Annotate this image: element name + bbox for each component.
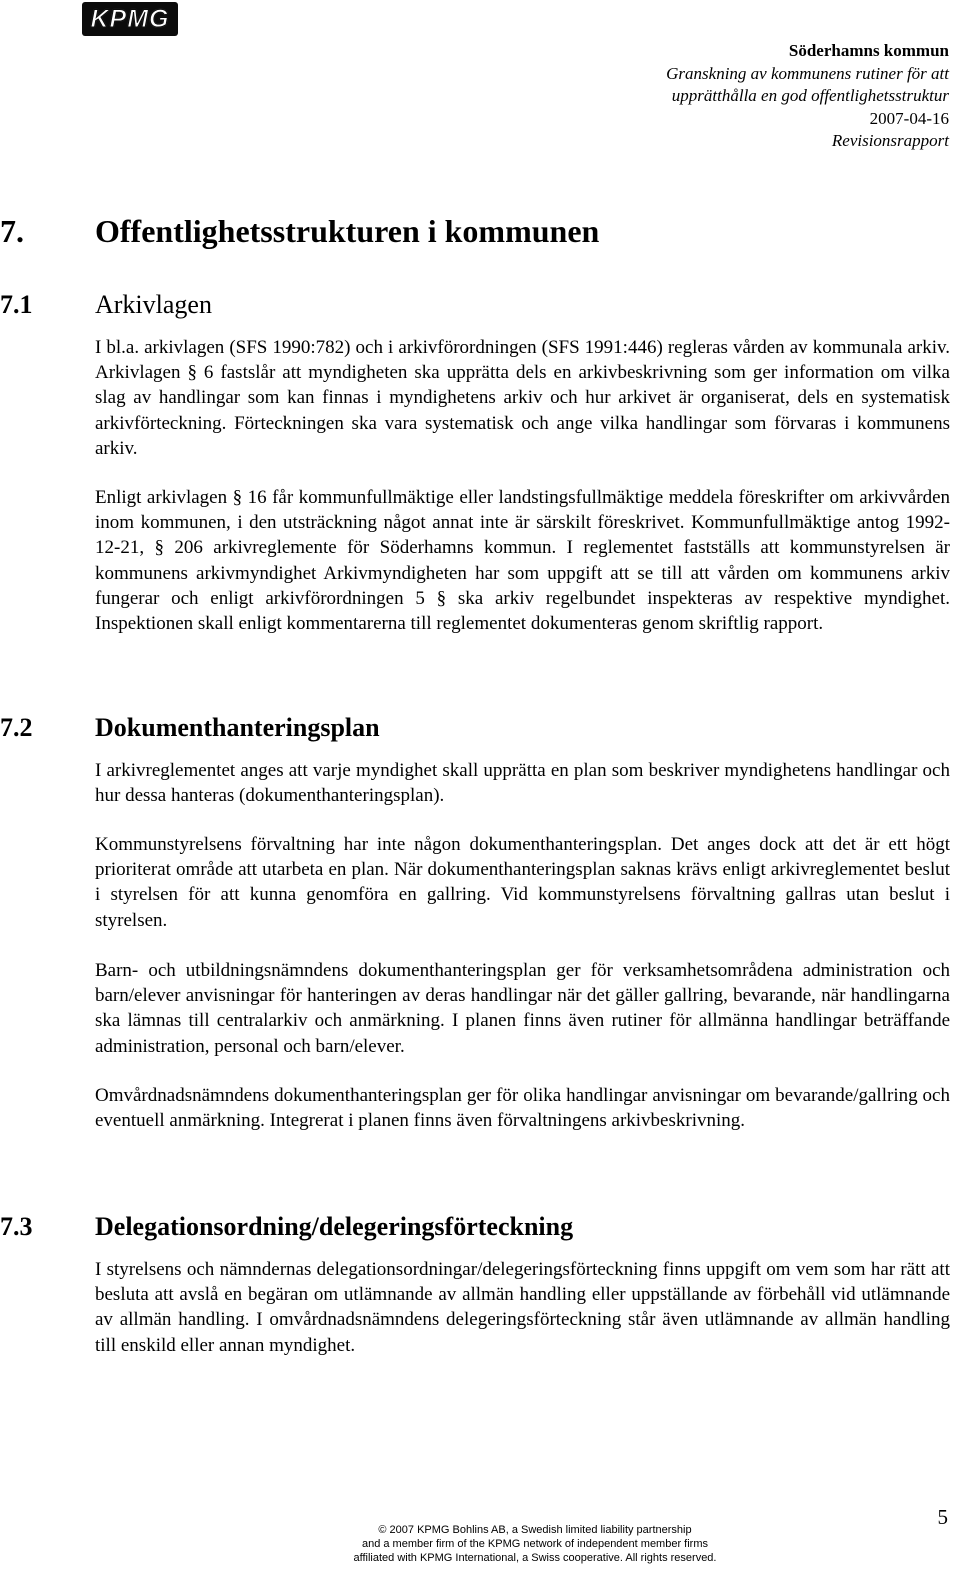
section-7-number: 7. (0, 213, 24, 249)
page-number: 5 (937, 1505, 948, 1529)
section-7-3-title: Delegationsordning/delegeringsförteckning (95, 1212, 574, 1241)
logo-text: KPMG (90, 4, 170, 33)
copyright-footer (300, 1523, 770, 1565)
header-doctype: Revisionsrapport (831, 131, 949, 150)
footer-line-3: affiliated with KPMG International, a Swiss cooperative. All rights reserved. (353, 1552, 717, 1564)
s72-paragraph-1: I arkivreglementet anges att varje myndighet skall upprätta en plan som beskriver myndighetens handlingar och hur dessa hanteras (dokumenthanteringsplan). (95, 760, 950, 807)
s73-paragraph-1: I styrelsens och nämndernas delegationsordningar/delegeringsförteckning finns uppgift om vem som har rätt att besluta att avslå en begäran om utlämnande av allmän handling eller uppställande av förbehåll vid utlämnande av allmän handling. I omvårdnadsnämndens delegeringsförteckning står även utlämnande av allmän handling till enskild eller annan myndighet. (95, 1259, 950, 1356)
s72-paragraph-3: Barn- och utbildningsnämndens dokumenthanteringsplan ger för verksamhetsområdena administration och barn/elever anvisningar för hanteringen av deras handlingar när det gäller gallring, bevarande, när handlingarna ska lämnas till centralarkiv och anmärkning. I planen finns även rutiner för allmänna handlingar beträffande administration, personal och barn/elever. (95, 960, 950, 1057)
kpmg-logo (82, 2, 178, 36)
s71-paragraph-1: I bl.a. arkivlagen (SFS 1990:782) och i arkivförordningen (SFS 1991:446) regleras vården av kommunala arkiv. Arkivlagen § 6 fastslår att myndigheten ska upprätta dels en arkivbeskrivning som ger information om vilka slag av handlingar som kan finnas i myndighetens arkiv och hur arkivet är organiserat, dels en systematisk arkivförteckning. Förteckningen ska vara systematisk och ange vilka handlingar som förvaras i kommunens arkiv. (95, 337, 950, 459)
s72-paragraph-4: Omvårdnadsnämndens dokumenthanteringsplan ger för olika handlingar anvisningar om bevarande/gallring och eventuell anmärkning. Integrerat i planen finns även förvaltningens arkivbeskrivning. (95, 1085, 950, 1132)
section-7-title: Offentlighetsstrukturen i kommunen (95, 213, 600, 249)
section-7-2-number: 7.2 (0, 713, 33, 742)
s72-paragraph-2: Kommunstyrelsens förvaltning har inte någon dokumenthanteringsplan. Det anges dock att det är ett högt prioriterat område att utarbeta en plan. När dokumenthanteringsplan saknas krävs enligt arkivreglementet beslut i styrelsen för att kunna genomföra en gallring. Vid kommunstyrelsens förvaltning gallras utan beslut i styrelsen. (95, 834, 950, 931)
section-7-3-number: 7.3 (0, 1212, 33, 1241)
s71-paragraph-2: Enligt arkivlagen § 16 får kommunfullmäktige eller landstingsfullmäktige meddela föreskrifter om arkivvården inom kommunen, i den utsträckning något annat inte är särskilt föreskrivet. Kommunfullmäktige antog 1992-12-21, § 206 arkivreglemente för Söderhamns kommun. I reglementet fastställs att kommunstyrelsen är kommunens arkivmyndighet Arkivmyndigheten har som uppgift att se till att vården om kommunens arkiv fungerar och enligt arkivförordningen 5 § ska arkiv regelbundet inspekteras av respektive myndighet. Inspektionen skall enligt kommentarerna till reglementet dokumenteras genom skriftlig rapport. (95, 487, 950, 635)
header-organization: Söderhamns kommun (788, 41, 949, 60)
footer-line-2: and a member firm of the KPMG network of independent member firms (361, 1538, 709, 1550)
section-7-2-title: Dokumenthanteringsplan (95, 713, 380, 742)
section-7-1-title: Arkivlagen (95, 290, 212, 319)
document-header (529, 40, 949, 153)
header-date: 2007-04-16 (869, 108, 949, 128)
section-7-1-number: 7.1 (0, 290, 33, 319)
header-title-line-1: Granskning av kommunens rutiner för att (666, 63, 949, 83)
header-title-line-2: upprätthålla en god offentlighetsstruktur (671, 86, 949, 105)
footer-line-1: © 2007 KPMG Bohlins AB, a Swedish limited liability partnership (378, 1524, 692, 1536)
